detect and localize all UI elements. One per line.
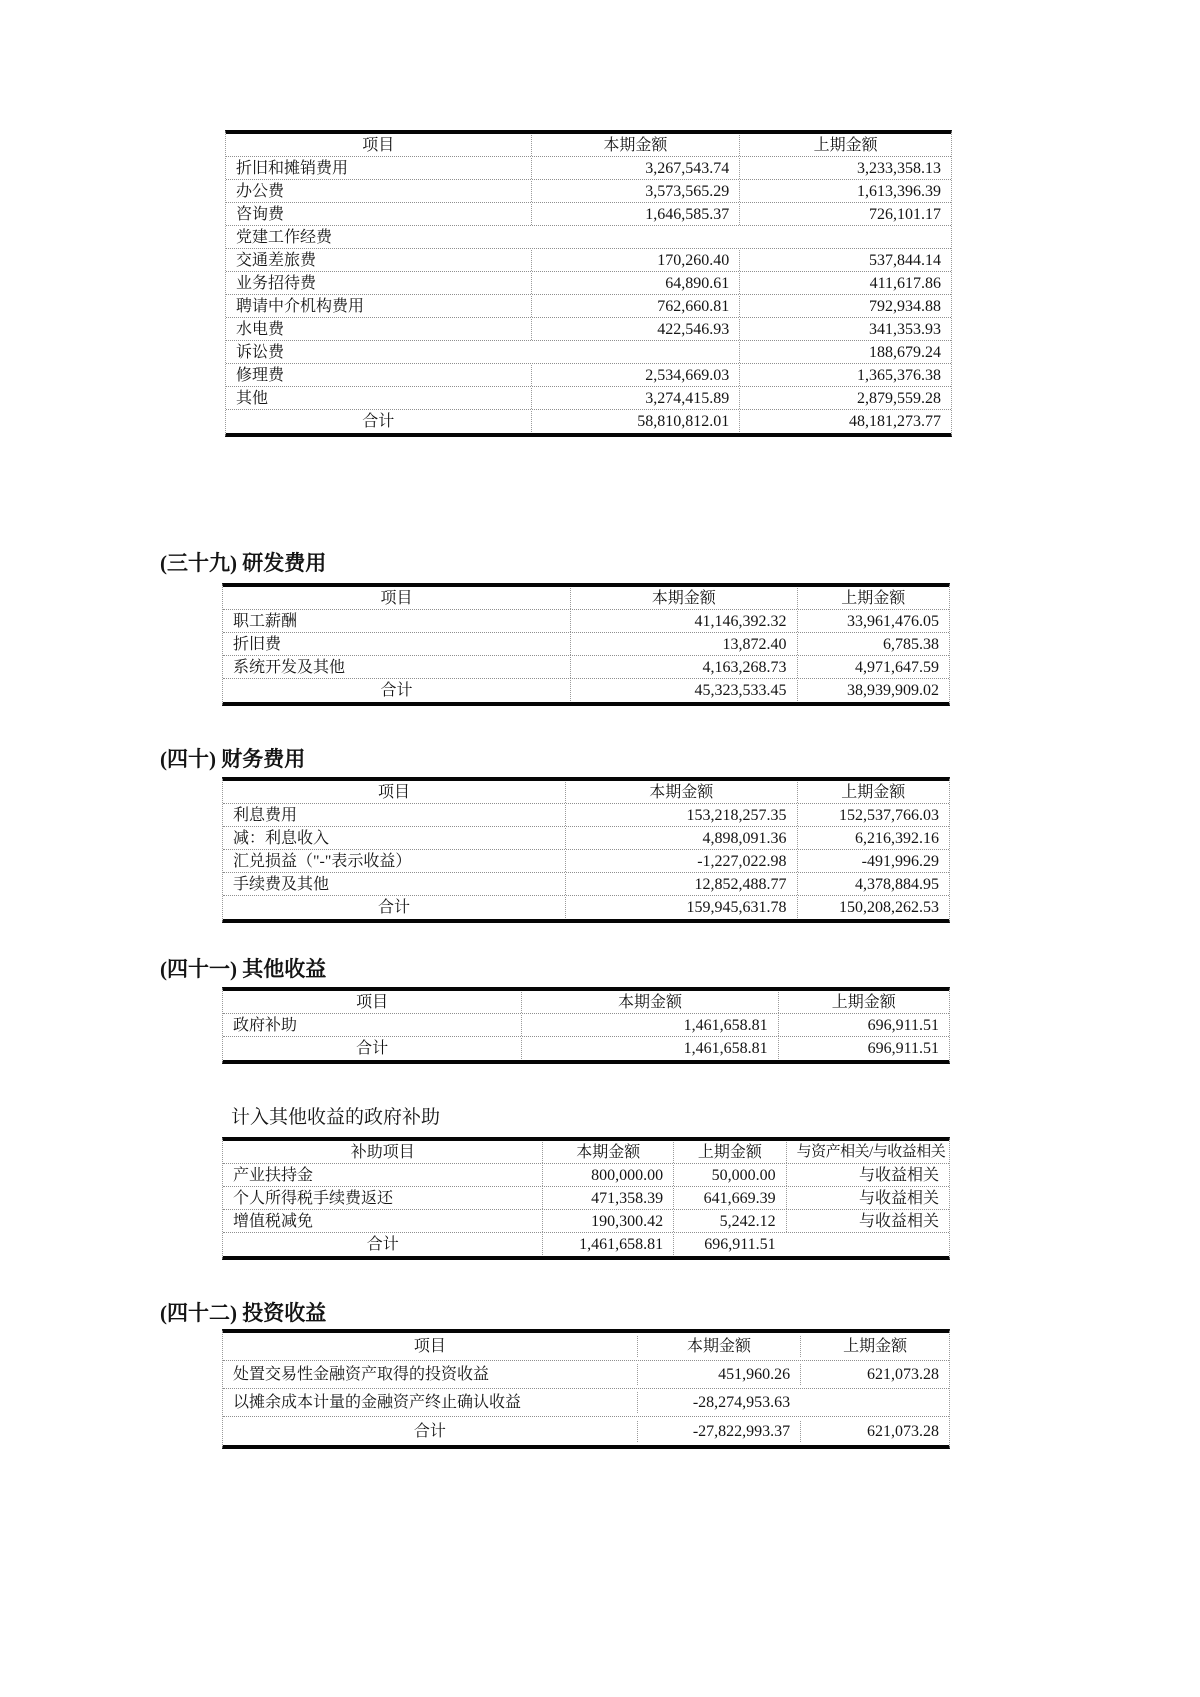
table-row <box>223 633 949 656</box>
table-cell: 职工薪酬 <box>233 612 298 630</box>
table-cell: 与收益相关 <box>786 1211 949 1232</box>
table-header-row <box>226 134 951 157</box>
table-cell: 1,613,396.39 <box>739 181 951 202</box>
column-header: 上期金额 <box>673 1142 786 1163</box>
table-cell: 1,646,585.37 <box>531 204 740 225</box>
table-cell: 190,300.42 <box>542 1211 673 1232</box>
table-row <box>223 873 949 896</box>
table-total-row <box>223 679 949 702</box>
table-cell: 1,461,658.81 <box>521 1038 777 1059</box>
table-cell: 5,242.12 <box>673 1211 786 1232</box>
section-heading-other-income: (四十一) 其他收益 <box>160 957 327 981</box>
table-cell: 其他 <box>236 389 269 407</box>
section-heading-finance-expenses: (四十) 财务费用 <box>160 747 306 771</box>
table-total-row <box>223 1417 949 1445</box>
column-header: 与资产相关/与收益相关 <box>786 1142 949 1163</box>
table-cell: 45,323,533.45 <box>570 680 797 701</box>
table-cell: 利息费用 <box>233 806 298 824</box>
section-heading-investment-income: (四十二) 投资收益 <box>160 1301 327 1325</box>
column-header: 上期金额 <box>797 588 949 609</box>
table-cell: 153,218,257.35 <box>565 805 797 826</box>
table-cell: 党建工作经费 <box>236 228 333 246</box>
table-cell: 696,911.51 <box>778 1015 949 1036</box>
table-cell: 个人所得税手续费返还 <box>233 1189 394 1207</box>
expense-detail-table <box>225 130 952 437</box>
table-cell: 3,274,415.89 <box>531 388 740 409</box>
table-cell: 188,679.24 <box>739 342 951 363</box>
table-cell: 762,660.81 <box>531 296 740 317</box>
other-income-table <box>222 987 950 1064</box>
table-cell: 33,961,476.05 <box>797 611 949 632</box>
table-total-row <box>223 1233 949 1256</box>
table-cell: -27,822,993.37 <box>637 1421 800 1442</box>
table-cell: 与收益相关 <box>786 1188 949 1209</box>
table-cell: 折旧费 <box>233 635 282 653</box>
table-cell: 办公费 <box>236 182 285 200</box>
table-cell: 422,546.93 <box>531 319 740 340</box>
table-cell: 4,971,647.59 <box>797 657 949 678</box>
column-header: 上期金额 <box>797 782 949 803</box>
column-header: 项目 <box>377 783 410 801</box>
table-cell: 471,358.39 <box>542 1188 673 1209</box>
table-cell: 合计 <box>362 413 395 430</box>
table-cell: 38,939,909.02 <box>797 680 949 701</box>
table-row <box>223 610 949 633</box>
column-header: 项目 <box>356 993 389 1011</box>
table-cell: -491,996.29 <box>797 851 949 872</box>
table-row <box>223 1210 949 1233</box>
table-cell: 交通差旅费 <box>236 251 317 269</box>
column-header: 项目 <box>413 1338 446 1355</box>
table-cell: 政府补助 <box>233 1016 298 1034</box>
table-cell: 处置交易性金融资产取得的投资收益 <box>233 1366 490 1383</box>
table-cell: 159,945,631.78 <box>565 897 797 918</box>
table-row <box>223 1187 949 1210</box>
table-cell: 3,267,543.74 <box>531 158 740 179</box>
column-header: 本期金额 <box>637 1336 800 1357</box>
table-cell: 12,852,488.77 <box>565 874 797 895</box>
column-header: 本期金额 <box>565 782 797 803</box>
table-row <box>226 249 951 272</box>
table-cell: 792,934.88 <box>739 296 951 317</box>
table-cell: 合计 <box>377 899 410 916</box>
table-cell: 与收益相关 <box>786 1165 949 1186</box>
table-row <box>223 656 949 679</box>
table-cell: 增值税减免 <box>233 1212 314 1230</box>
table-cell: 1,461,658.81 <box>542 1234 673 1255</box>
table-cell: 411,617.86 <box>739 273 951 294</box>
table-cell: 150,208,262.53 <box>797 897 949 918</box>
table-header-row <box>223 1333 949 1361</box>
table-row <box>223 1389 949 1417</box>
table-row <box>226 341 951 364</box>
table-row <box>226 226 951 249</box>
column-header: 项目 <box>362 136 395 154</box>
rnd-expenses-table <box>222 583 950 706</box>
section-heading-rnd-expenses: (三十九) 研发费用 <box>160 551 327 575</box>
table-cell: 修理费 <box>236 366 285 384</box>
table-cell: 合计 <box>356 1040 389 1057</box>
table-row <box>223 827 949 850</box>
table-row <box>223 1361 949 1389</box>
table-header-row <box>223 991 949 1014</box>
table-cell: 6,216,392.16 <box>797 828 949 849</box>
table-cell: 3,233,358.13 <box>739 158 951 179</box>
table-cell: 41,146,392.32 <box>570 611 797 632</box>
table-cell: 341,353.93 <box>739 319 951 340</box>
table-row <box>226 387 951 410</box>
column-header: 本期金额 <box>521 992 777 1013</box>
table-cell: 产业扶持金 <box>233 1166 314 1184</box>
table-row <box>226 318 951 341</box>
table-header-row <box>223 781 949 804</box>
table-cell: 696,911.51 <box>673 1234 786 1255</box>
table-cell: 2,534,669.03 <box>531 365 740 386</box>
table-cell: 水电费 <box>236 320 285 338</box>
table-cell: 4,163,268.73 <box>570 657 797 678</box>
table-row <box>226 157 951 180</box>
table-cell: 800,000.00 <box>542 1165 673 1186</box>
table-cell: -1,227,022.98 <box>565 851 797 872</box>
table-row <box>223 804 949 827</box>
table-cell: 诉讼费 <box>236 343 285 361</box>
table-row <box>226 364 951 387</box>
column-header: 本期金额 <box>531 135 740 156</box>
table-cell: 系统开发及其他 <box>233 658 346 676</box>
table-cell: 621,073.28 <box>800 1364 949 1385</box>
table-row <box>226 295 951 318</box>
table-cell: 咨询费 <box>236 205 285 223</box>
table-cell: 合计 <box>366 1236 399 1253</box>
table-cell: 1,365,376.38 <box>739 365 951 386</box>
column-header: 补助项目 <box>350 1143 415 1161</box>
table-cell: 50,000.00 <box>673 1165 786 1186</box>
table-row <box>226 203 951 226</box>
table-cell: 合计 <box>413 1422 446 1440</box>
table-total-row <box>223 1037 949 1060</box>
table-row <box>223 850 949 873</box>
table-cell: 696,911.51 <box>778 1038 949 1059</box>
table-row <box>226 272 951 295</box>
table-cell: 汇兑损益（"-"表示收益） <box>233 852 412 870</box>
table-cell: 451,960.26 <box>637 1364 800 1385</box>
table-cell: 折旧和摊销费用 <box>236 159 349 177</box>
table-cell: 537,844.14 <box>739 250 951 271</box>
table-cell: 4,378,884.95 <box>797 874 949 895</box>
table-header-row <box>223 1141 949 1164</box>
gov-subsidy-table <box>222 1137 950 1260</box>
column-header: 上期金额 <box>778 992 949 1013</box>
column-header: 本期金额 <box>570 588 797 609</box>
table-cell: 手续费及其他 <box>233 875 330 893</box>
table-header-row <box>223 587 949 610</box>
table-cell: -28,274,953.63 <box>637 1392 800 1413</box>
table-row <box>223 1014 949 1037</box>
table-cell: 聘请中介机构费用 <box>236 297 365 315</box>
table-cell: 641,669.39 <box>673 1188 786 1209</box>
table-cell: 合计 <box>380 682 413 699</box>
investment-income-table <box>222 1329 950 1449</box>
table-total-row <box>223 896 949 919</box>
finance-expenses-table <box>222 777 950 923</box>
table-cell: 170,260.40 <box>531 250 740 271</box>
table-cell: 1,461,658.81 <box>521 1015 777 1036</box>
table-cell: 减：利息收入 <box>233 829 330 847</box>
table-cell: 6,785.38 <box>797 634 949 655</box>
table-row <box>226 180 951 203</box>
table-row <box>223 1164 949 1187</box>
table-cell: 4,898,091.36 <box>565 828 797 849</box>
column-header: 上期金额 <box>800 1336 949 1357</box>
table-cell: 3,573,565.29 <box>531 181 740 202</box>
table-cell: 48,181,273.77 <box>739 411 951 432</box>
table-cell: 726,101.17 <box>739 204 951 225</box>
table-cell: 58,810,812.01 <box>531 411 740 432</box>
table-cell: 152,537,766.03 <box>797 805 949 826</box>
table-cell: 业务招待费 <box>236 274 317 292</box>
table-cell: 以摊余成本计量的金融资产终止确认收益 <box>233 1394 522 1411</box>
table-total-row <box>226 410 951 433</box>
table-cell: 621,073.28 <box>800 1421 949 1442</box>
subheading-gov-subsidy: 计入其他收益的政府补助 <box>231 1107 441 1128</box>
table-cell: 13,872.40 <box>570 634 797 655</box>
column-header: 本期金额 <box>542 1142 673 1163</box>
column-header: 上期金额 <box>739 135 951 156</box>
table-cell: 64,890.61 <box>531 273 740 294</box>
table-cell: 2,879,559.28 <box>739 388 951 409</box>
column-header: 项目 <box>380 589 413 607</box>
